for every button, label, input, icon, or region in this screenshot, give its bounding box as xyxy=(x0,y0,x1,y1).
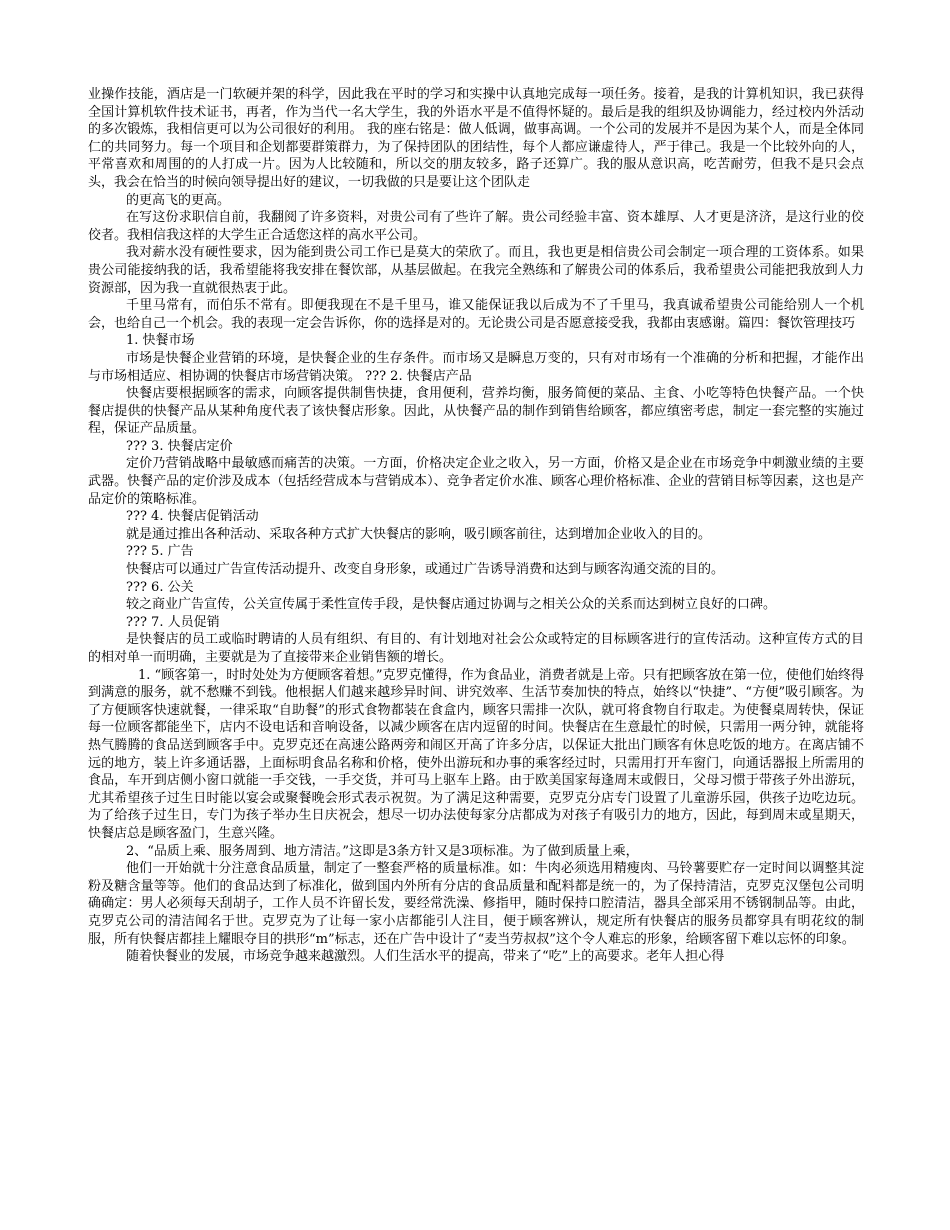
paragraph: 就是通过推出各种活动、采取各种方式扩大快餐店的影响，吸引顾客前往，达到增加企业收入的目的。 xyxy=(126,526,712,542)
paragraph: 快餐店要根据顾客的需求，向顾客提供制售快捷，食用便利，营养均衡，服务简便的菜品、主食、小吃等特色快餐产品。一个快餐店提供的快餐产品从某种角度代表了该快餐店形象。因此，从快餐产品的制作到销售给顾客，都应缜密考虑，制定一套完整的实施过程，保证产品质量。 xyxy=(88,386,864,437)
paragraph: 业操作技能，酒店是一门软硬并架的科学，因此我在平时的学习和实操中认真地完成每一项任务。接着，是我的计算机知识，我已获得全国计算机软件技术证书，再者，作为当代一名大学生，我的外语水平是不值得怀疑的。最后是我的组织及协调能力，经过校内外活动的多次锻炼，我相信更可以为公司很好的利用。 我的座右铭是：做人低调，做事高调。一个公司的发展并不是因为某个人，而是全体同仁的共同努力。每一个项目和企划都要群策群力，为了保持团队的团结性，每个人都应谦虚待人，严于律己。我是一个比较外向的人，平常喜欢和周围的的人打成一片。因为人比较随和，所以交的朋友较多，路子还算广。我的服从意识高，吃苦耐劳，但我不是只会点头，我会在恰当的时候向领导提出好的建议，一切我做的只是要让这个团队走 xyxy=(88,87,864,190)
section-heading: ??? 5. 广告 xyxy=(126,544,194,560)
paragraph: 1. “顾客第一，时时处处为方便顾客着想。”克罗克懂得，作为食品业，消费者就是上帝。只有把顾客放在第一位，使他们始终得到满意的服务，就不愁赚不到钱。他根据人们越来越珍异时间、讲究效率、生活节奏加快的特点，始终以“快捷”、“方便”吸引顾客。为了方便顾客快速就餐，一律采取“自助餐”的形式食物都装在食盒内，顾客只需排一次队，就可将食物自行取走。为使餐桌周转快，保证每一位顾客都能坐下，店内不设电话和音响设备，以减少顾客在店内逗留的时间。快餐店在生意最忙的时候，只需用一两分钟，就能将热气腾腾的食品送到顾客手中。克罗克还在高速公路两旁和闹区开高了许多分店，以保证大批出门顾客有休息吃饭的地方。在离店铺不远的地方，装上许多通话器，上面标明食品名称和价格，使外出游玩和办事的乘客经过时，只需用打开车窗门，向通话器报上所需用的食品，车开到店侧小窗口就能一手交钱，一手交货，并可马上驱车上路。由于欧美国家每逢周末或假日，父母习惯于带孩子外出游玩，尤其希望孩子过生日时能以宴会或聚餐晚会形式表示祝贺。为了满足这种需要，克罗克分店专门设置了儿童游乐园，供孩子边吃边玩。为了给孩子过生日，专门为孩子举办生日庆祝会，想尽一切办法使每家分店都成为对孩子有吸引力的地方，因此，每到周末或星期天，快餐店总是顾客盈门，生意兴隆。 xyxy=(88,667,864,841)
paragraph: 千里马常有，而伯乐不常有。即便我现在不是千里马，谁又能保证我以后成为不了千里马，我真诚希望贵公司能给别人一个机会，也给自己一个机会。我的表现一定会告诉你，你的选择是对的。无论贵公司是否愿意接受我，我都由衷感谢。篇四：餐饮管理技巧 xyxy=(88,298,864,331)
paragraph: 2、“品质上乘、服务周到、地方清洁。”这即是3条方针又是3项标准。为了做到质量上乘， xyxy=(126,843,639,859)
paragraph: 快餐店可以通过广告宣传活动提升、改变自身形象，或通过广告诱导消费和达到与顾客沟通交流的目的。 xyxy=(126,562,725,578)
section-heading: ??? 4. 快餐店促销活动 xyxy=(126,509,259,525)
paragraph: 是快餐店的员工或临时聘请的人员有组织、有目的、有计划地对社会公众或特定的目标顾客进行的宣传活动。这种宣传方式的目的相对单一而明确，主要就是为了直接带来企业销售额的增长。 xyxy=(88,632,864,665)
document-body xyxy=(88,86,864,966)
paragraph: 他们一开始就十分注意食品质量，制定了一整套严格的质量标准。如：牛肉必须选用精瘦肉、马铃薯要贮存一定时间以调整其淀粉及糖含量等等。他们的食品达到了标准化，做到国内外所有分店的食品质量和配料都是统一的，为了保持清洁，克罗克汉堡包公司明确确定：男人必须每天刮胡子，工作人员不许留长发，要经常洗澡、修指甲，随时保持口腔清洁，器具全部采用不锈钢制品等。由此，克罗克公司的清洁闻名于世。克罗克为了让每一家小店都能引人注目，便于顾客辨认，规定所有快餐店的服务员都穿具有明花纹的制服，所有快餐店都挂上耀眼夺目的拱形“m”标志，还在广告中设计了“麦当劳叔叔”这个令人难忘的形象，给顾客留下难以忘怀的印象。 xyxy=(88,861,864,947)
section-heading: ??? 6. 公关 xyxy=(126,579,194,595)
paragraph: 随着快餐业的发展，市场竞争越来越激烈。人们生活水平的提高，带来了“吃”上的高要求。老年人担心得 xyxy=(126,949,725,965)
paragraph: 市场是快餐企业营销的环境，是快餐企业的生存条件。而市场又是瞬息万变的，只有对市场有一个准确的分析和把握，才能作出与市场相适应、相协调的快餐店市场营销决策。 ??? 2. 快餐店产品 xyxy=(88,350,864,384)
paragraph: 在写这份求职信自前，我翻阅了许多资料，对贵公司有了些许了解。贵公司经验丰富、资本雄厚、人才更是济济，是这行业的佼佼者。我相信我这样的大学生正合适您这样的高水平公司。 xyxy=(88,210,864,243)
section-heading: ??? 3. 快餐店定价 xyxy=(126,438,233,454)
paragraph: 定价乃营销战略中最敏感而痛苦的决策。一方面，价格决定企业之收入，另一方面，价格又是企业在市场竞争中刺激业绩的主要武器。快餐产品的定价涉及成本（包括经营成本与营销成本）、竞争者定价水准、顾客心理价格标准、企业的营销目标等因素，这也是产品定价的策略标准。 xyxy=(88,456,864,507)
paragraph: 较之商业广告宣传，公关宣传属于柔性宣传手段，是快餐店通过协调与之相关公众的关系而达到树立良好的口碑。 xyxy=(126,597,777,613)
paragraph: 我对薪水没有硬性要求，因为能到贵公司工作已是莫大的荣欣了。而且，我也更是相信贵公司会制定一项合理的工资体系。如果贵公司能接纳我的话，我希望能将我安排在餐饮部，从基层做起。在我完全熟练和了解贵公司的体系后，我希望贵公司能把我放到人力资源部，因为我一直就很热衷于此。 xyxy=(88,245,864,296)
paragraph: 的更高飞的更高。 xyxy=(126,192,231,208)
section-heading: ??? 7. 人员促销 xyxy=(126,614,220,630)
section-heading: 1. 快餐市场 xyxy=(126,333,195,349)
